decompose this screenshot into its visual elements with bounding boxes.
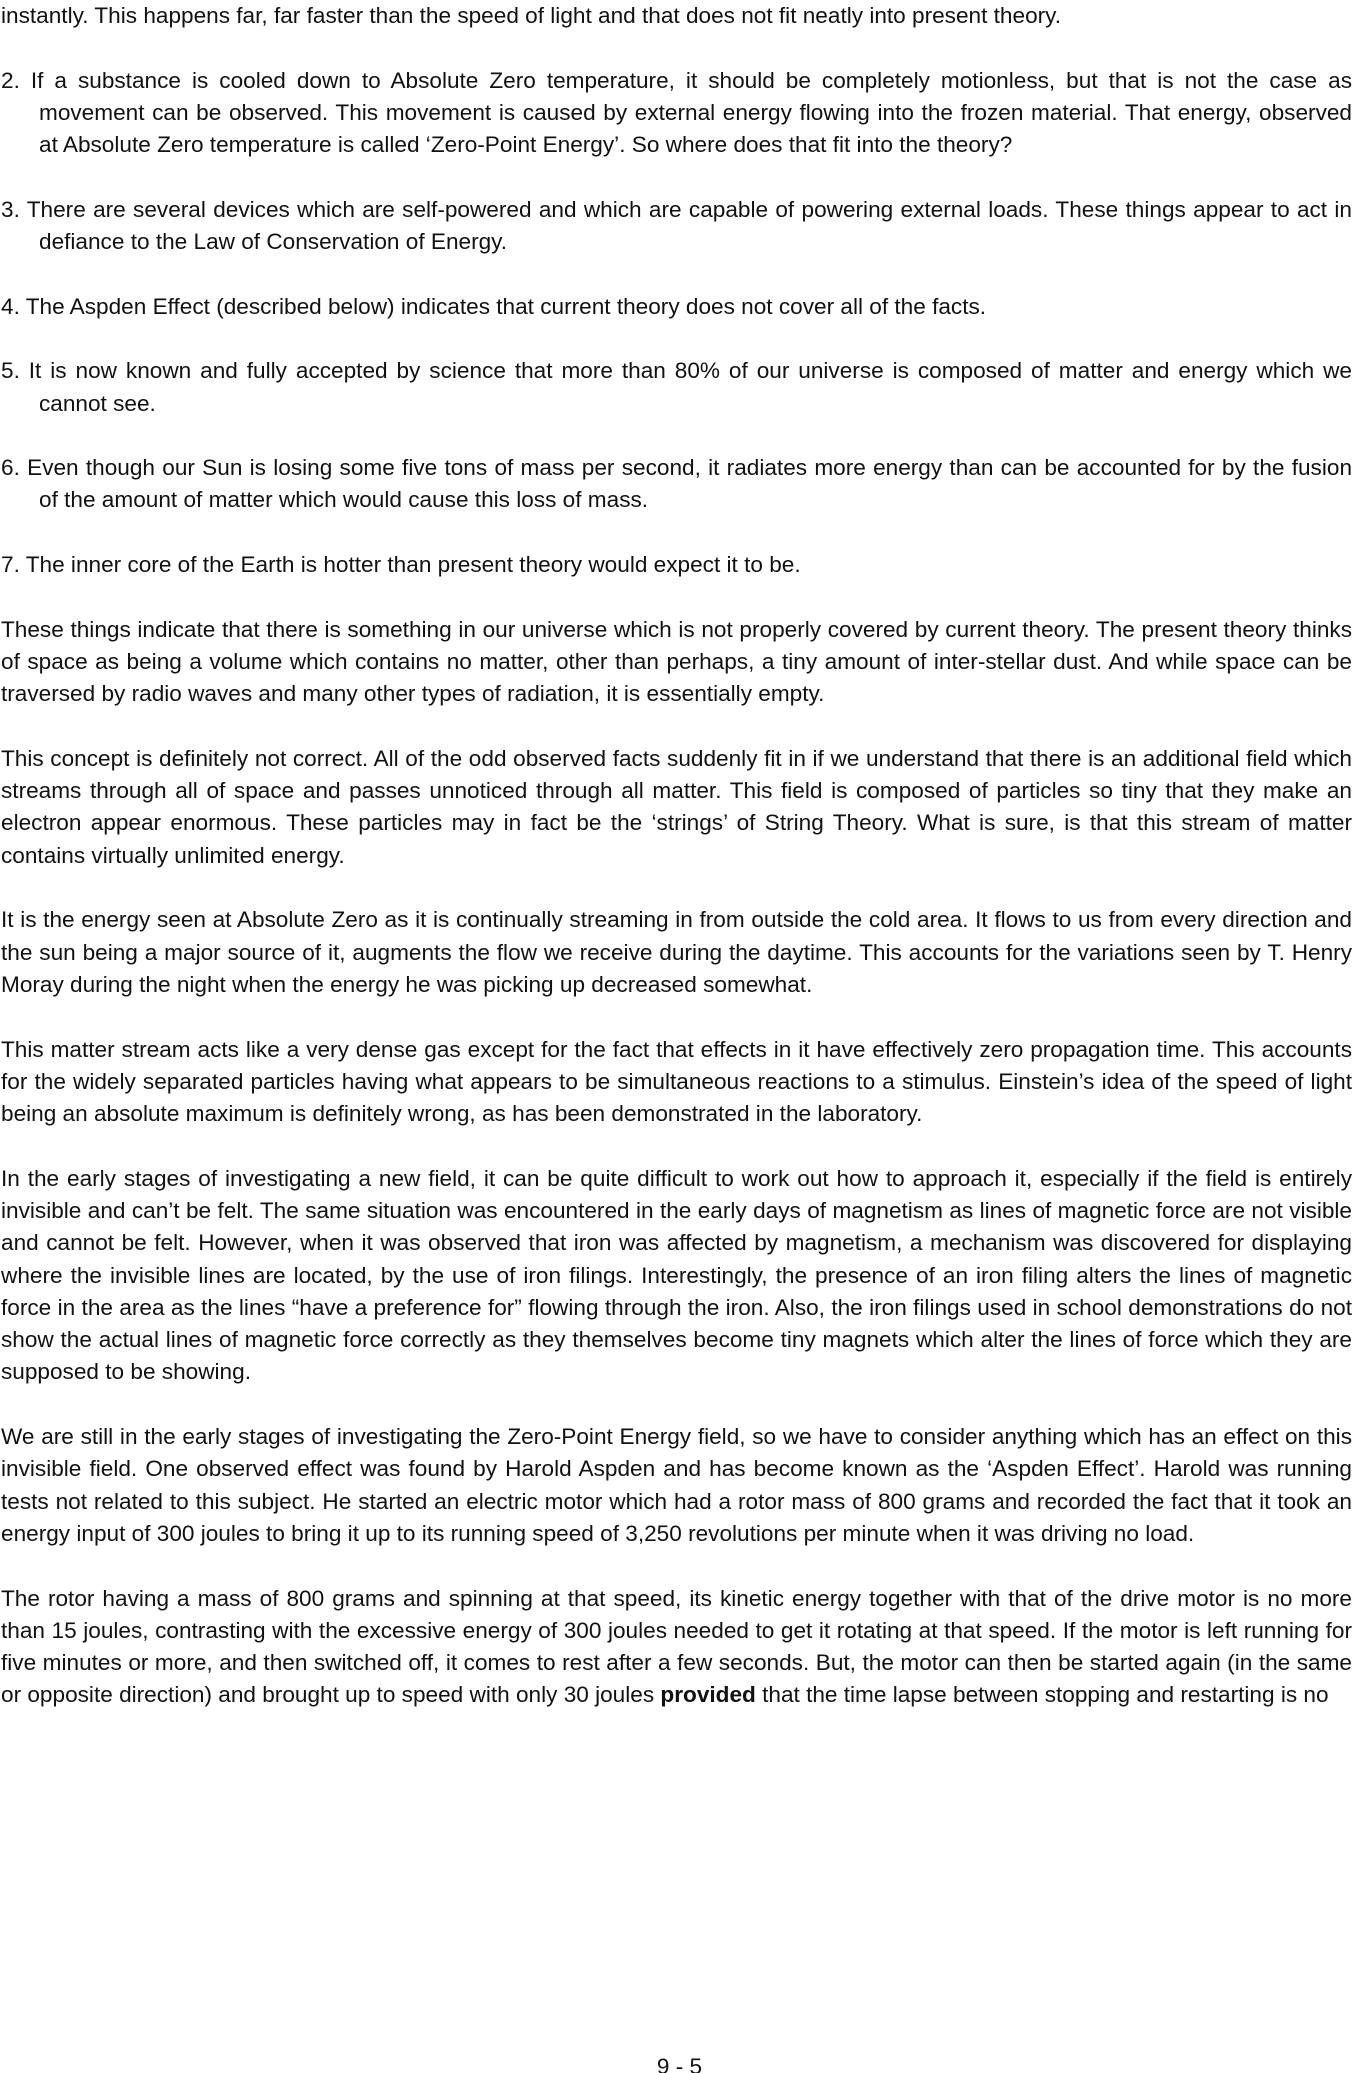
list-item-text: The inner core of the Earth is hotter than present theory would expect it to be. [25, 552, 801, 578]
continuation-paragraph: instantly. This happens far, far faster than the speed of light and that does not fit neatly into present theory. [1, 3, 1062, 28]
body-paragraph: It is the energy seen at Absolute Zero as it is continually streaming in from outside the cold area. It flows to us from every direction and the sun being a major source of it, augments the flow we receive during the daytime. This accounts for the variations seen by T. Henry Moray during the night when the energy he was picking up decreased somewhat. [1, 907, 1352, 997]
list-item [1, 355, 1352, 420]
last-paragraph-text: The rotor having a mass of 800 grams and spinning at that speed, its kinetic energy together with that of the drive motor is no more than 15 joules, contrasting with the excessive energy of 300 joules needed to get it rotating at that speed. If the motor is left running for five minutes or more, and then switched off, it comes to rest after a few seconds. But, the motor can then be started again (in the same or opposite direction) and brought up to speed with only 30 joules [1, 1585, 1352, 1708]
body-text [1, 0, 1352, 1712]
list-item [1, 65, 1352, 162]
list-item [1, 194, 1352, 259]
list-item [1, 549, 1352, 581]
list-item-text: The Aspden Effect (described below) indicates that current theory does not cover all of the facts. [25, 293, 987, 319]
body-paragraph: This matter stream acts like a very dense gas except for the fact that effects in it have effectively zero propagation time. This accounts for the widely separated particles having what appears to be simultaneous reactions to a stimulus. Einstein’s idea of the speed of light being an absolute maximum is definitely wrong, as has been demonstrated in the laboratory. [1, 1036, 1352, 1127]
body-paragraph: These things indicate that there is something in our universe which is not properly covered by current theory. The present theory thinks of space as being a volume which contains no matter, other than perhaps, a tiny amount of inter-stellar dust. And while space can be traversed by radio waves and many other types of radiation, it is essentially empty. [1, 616, 1352, 707]
list-item-text: If a substance is cooled down to Absolute Zero temperature, it should be completely motionless, but that is not the case as movement can be observed. This movement is caused by external energy flowing into the frozen material. That energy, observed at Absolute Zero temperature is called ‘Zero-Point Energy’. So where does that fit into the theory? [30, 67, 1352, 158]
list-item-number: 4. [1, 293, 20, 319]
list-item-number: 5. [1, 358, 20, 384]
body-paragraph: In the early stages of investigating a new field, it can be quite difficult to work out how to approach it, especially if the field is entirely invisible and can’t be felt. The same situation was encountered in the early days of magnetism as lines of magnetic force are not visible and cannot be felt. However, when it was observed that iron was affected by magnetism, a mechanism was discovered for displaying where the invisible lines are located, by the use of iron filings. Interestingly, the presence of an iron filing alters the lines of magnetic force in the area as the lines “have a preference for” flowing through the iron. Also, the iron filings used in school demonstrations do not show the actual lines of magnetic force correctly as they themselves become tiny magnets which alter the lines of force which they are supposed to be showing. [1, 1165, 1352, 1385]
body-paragraph: We are still in the early stages of investigating the Zero-Point Energy field, so we have to consider anything which has an effect on this invisible field. One observed effect was found by Harold Aspden and has become known as the ‘Aspden Effect’. Harold was running tests not related to this subject. He started an electric motor which had a rotor mass of 800 grams and recorded the fact that it took an energy input of 300 joules to bring it up to its running speed of 3,250 revolutions per minute when it was driving no load. [1, 1424, 1352, 1546]
page-number: 9 - 5 [656, 2056, 703, 2073]
list-item [1, 452, 1352, 517]
list-item-number: 2. [1, 67, 20, 93]
list-item-number: 3. [1, 196, 20, 222]
list-item-text: Even though our Sun is losing some five tons of mass per second, it radiates more energy than can be accounted for by the fusion of the amount of matter which would cause this loss of mass. [27, 455, 1353, 513]
emphasis-bold: provided [660, 1682, 756, 1708]
list-item-text: There are several devices which are self-powered and which are capable of powering external loads. These things appear to act in defiance to the Law of Conservation of Energy. [26, 196, 1352, 255]
list-item-number: 7. [1, 552, 20, 578]
list-item [1, 291, 1352, 323]
last-paragraph-text-end: that the time lapse between stopping and restarting is no [755, 1682, 1329, 1708]
body-paragraph: This concept is definitely not correct. All of the odd observed facts suddenly fit in if we understand that there is an additional field which streams through all of space and passes unnoticed through all matter. This field is composed of particles so tiny that they make an electron appear enormous. These particles may in fact be the ‘strings’ of String Theory. What is sure, is that this stream of matter contains virtually unlimited energy. [1, 745, 1352, 868]
list-item-number: 6. [1, 455, 20, 481]
list-item-text: It is now known and fully accepted by science that more than 80% of our universe is composed of matter and energy which we cannot see. [28, 358, 1352, 416]
last-paragraph [1, 1583, 1352, 1712]
